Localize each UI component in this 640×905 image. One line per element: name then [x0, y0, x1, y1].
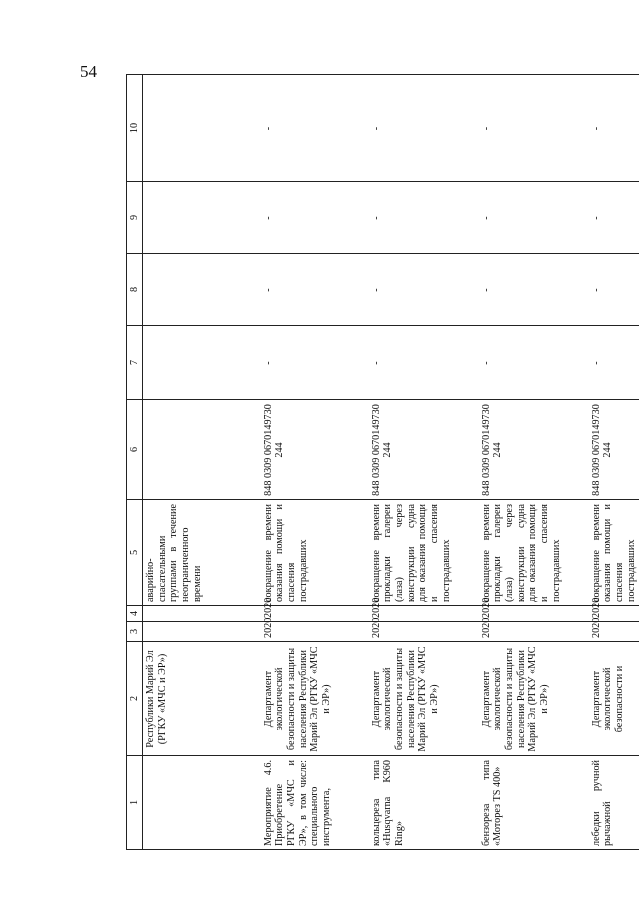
expected-result: сокращение времени прокладки галереи (лаза) через конструкции судна для оказания помощи и спасения пострадавших — [479, 500, 589, 606]
start-year: 2020 — [369, 622, 479, 642]
expected-result: сокращение времени прокладки галереи (лаза) через конструкции судна для оказания помощи и спасения пострадавших — [369, 500, 479, 606]
end-year: 2020 — [261, 606, 369, 622]
column-number: 5 — [127, 500, 143, 606]
value-cell: - — [479, 182, 589, 254]
expected-result: сокращение времени оказания помощи и спасения пострадавших — [589, 500, 640, 606]
budget-code: 848 0309 0670149730 244 — [479, 400, 589, 500]
value-cell: - — [479, 254, 589, 326]
value-cell: - — [479, 326, 589, 400]
measures-table — [126, 74, 639, 850]
value-cell — [143, 75, 261, 182]
measure-name: Мероприятие 4.6. Приобретение РГКУ «МЧС и ЭР», в том числе: специального инструмента, — [261, 756, 369, 850]
start-year: 2020 — [479, 622, 589, 642]
table-row — [369, 75, 479, 850]
column-number: 9 — [127, 182, 143, 254]
value-cell — [143, 254, 261, 326]
executor: Департамент экологической безопасности и защиты населения Республики Марий Эл (РГКУ «МЧС и ЭР») — [479, 642, 589, 756]
end-year: 2020 — [479, 606, 589, 622]
column-number: 3 — [127, 622, 143, 642]
value-cell: - — [589, 254, 640, 326]
value-cell: - — [261, 75, 369, 182]
value-cell — [143, 326, 261, 400]
value-cell: - — [261, 182, 369, 254]
value-cell: - — [369, 326, 479, 400]
executor: Республики Марий Эл (РГКУ «МЧС и ЭР») — [143, 642, 261, 756]
executor: Департамент экологической безопасности и защиты населения Республики Марий Эл (РГКУ «МЧС и ЭР») — [261, 642, 369, 756]
table-row — [261, 75, 369, 850]
expected-result: аварийно-спасательными группами в течение неограниченного времени — [143, 500, 261, 606]
value-cell: - — [589, 182, 640, 254]
column-numbers-row — [127, 75, 143, 850]
value-cell: - — [479, 75, 589, 182]
value-cell: - — [589, 326, 640, 400]
expected-result: сокращение времени оказания помощи и спасения пострадавших — [261, 500, 369, 606]
column-number: 6 — [127, 400, 143, 500]
table-row — [479, 75, 589, 850]
end-year: 2020 — [589, 606, 640, 622]
page-number: 54 — [80, 62, 97, 81]
value-cell: - — [369, 75, 479, 182]
start-year: 2020 — [261, 622, 369, 642]
start-year: 2020 — [589, 622, 640, 642]
value-cell: - — [261, 254, 369, 326]
table-row — [589, 75, 640, 850]
column-number: 1 — [127, 756, 143, 850]
budget-code — [143, 400, 261, 500]
value-cell: - — [369, 254, 479, 326]
budget-code: 848 0309 0670149730 244 — [589, 400, 640, 500]
measure-name: кольцереза типа «Husqvarna K960 Ring» — [369, 756, 479, 850]
column-number: 7 — [127, 326, 143, 400]
measure-name — [143, 756, 261, 850]
start-year — [143, 622, 261, 642]
budget-code: 848 0309 0670149730 244 — [261, 400, 369, 500]
column-number: 4 — [127, 606, 143, 622]
value-cell: - — [261, 326, 369, 400]
value-cell — [143, 182, 261, 254]
column-number: 2 — [127, 642, 143, 756]
column-number: 10 — [127, 75, 143, 182]
column-number: 8 — [127, 254, 143, 326]
measure-name: бензореза типа «Моторез TS 400» — [479, 756, 589, 850]
rotated-table-container — [126, 75, 639, 850]
end-year — [143, 606, 261, 622]
value-cell: - — [589, 75, 640, 182]
executor: Департамент экологической безопасности и — [589, 642, 640, 756]
end-year: 2020 — [369, 606, 479, 622]
executor: Департамент экологической безопасности и защиты населения Республики Марий Эл (РГКУ «МЧС и ЭР») — [369, 642, 479, 756]
budget-code: 848 0309 0670149730 244 — [369, 400, 479, 500]
measure-name: лебедки ручной рычажной — [589, 756, 640, 850]
table-row — [143, 75, 261, 850]
value-cell: - — [369, 182, 479, 254]
